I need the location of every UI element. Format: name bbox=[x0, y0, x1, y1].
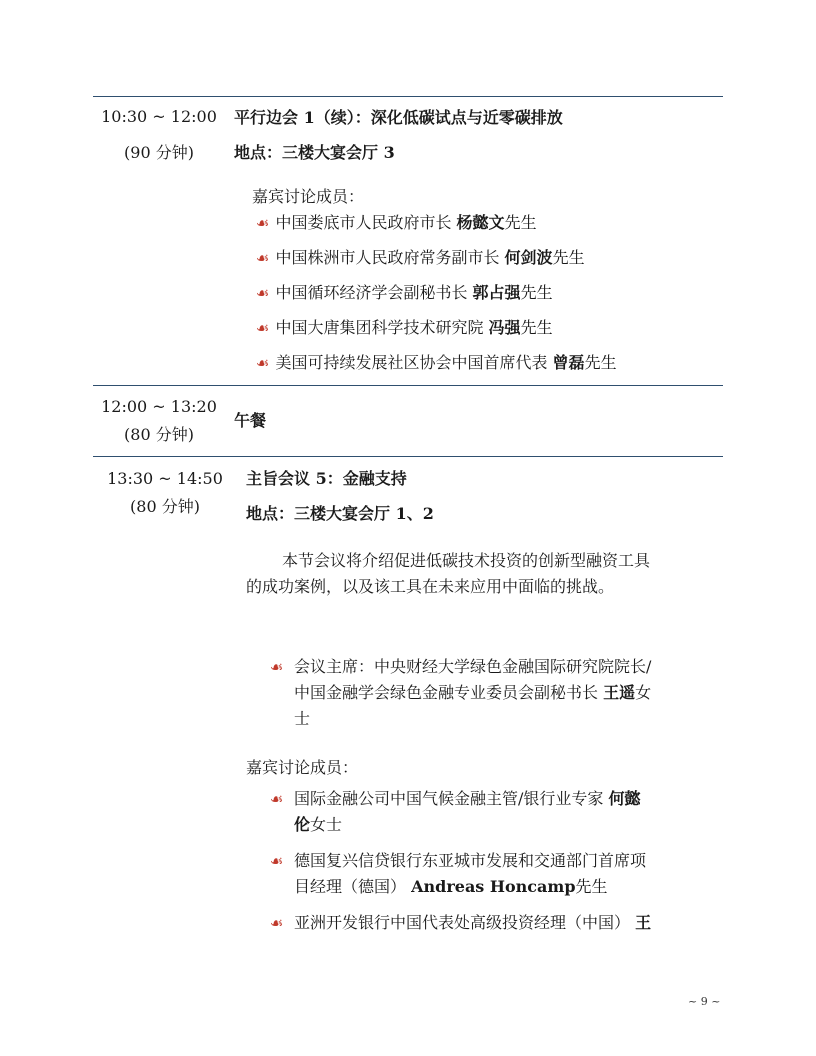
bullet-icon: ☙ bbox=[270, 790, 284, 808]
chair-text: 中国金融学会绿色金融专业委员会副秘书长 王遥女 bbox=[294, 683, 652, 702]
bullet-icon: ☙ bbox=[256, 249, 270, 267]
panelist-name: 杨懿文 bbox=[456, 213, 505, 232]
session-duration: (80 分钟) bbox=[124, 425, 194, 444]
intro-text: 本节会议将介绍促进低碳技术投资的创新型融资工具 bbox=[282, 551, 651, 570]
panelist-name: 何剑波 bbox=[504, 248, 553, 267]
panelist-item: 伦女士 bbox=[294, 815, 343, 834]
session-time: 13:30 ~ 14:50 bbox=[107, 469, 223, 488]
bullet-icon: ☙ bbox=[256, 284, 270, 302]
panelist-name: 冯强 bbox=[488, 318, 521, 337]
panelist-item: ☙ 中国大唐集团科学技术研究院 冯强先生 bbox=[256, 318, 553, 337]
panelist-item: 目经理（德国） Andreas Honcamp先生 bbox=[294, 877, 608, 896]
panelist-item: ☙ 中国娄底市人民政府市长 杨懿文先生 bbox=[256, 213, 537, 232]
panelist-name: 曾磊 bbox=[552, 353, 585, 372]
panel-label: 嘉宾讨论成员： bbox=[252, 187, 365, 206]
panelist-item: ☙ 中国循环经济学会副秘书长 郭占强先生 bbox=[256, 283, 553, 302]
session-location: 地点：三楼大宴会厅 1、2 bbox=[246, 504, 434, 523]
divider-rule bbox=[93, 456, 723, 457]
panelist-item: 德国复兴信贷银行东亚城市发展和交通部门首席项 bbox=[294, 851, 647, 870]
chair-name: 王遥 bbox=[603, 683, 636, 702]
session-time: 10:30 ~ 12:00 bbox=[101, 107, 217, 126]
session-title: 平行边会 1（续）：深化低碳试点与近零碳排放 bbox=[234, 108, 563, 127]
panelist-name: 王 bbox=[635, 913, 652, 932]
chair-text: 士 bbox=[294, 709, 311, 728]
intro-text: 的成功案例，以及该工具在未来应用中面临的挑战。 bbox=[246, 577, 615, 596]
panel-label: 嘉宾讨论成员： bbox=[246, 758, 359, 777]
bullet-icon: ☙ bbox=[270, 658, 284, 676]
panelist-name: Andreas Honcamp bbox=[411, 877, 576, 896]
bullet-icon: ☙ bbox=[256, 214, 270, 232]
top-rule bbox=[93, 96, 723, 97]
session-duration: (90 分钟) bbox=[124, 143, 194, 162]
bullet-icon: ☙ bbox=[256, 354, 270, 372]
session-time: 12:00 ~ 13:20 bbox=[101, 397, 217, 416]
page-number: ~ 9 ~ bbox=[688, 995, 721, 1008]
panelist-item: 亚洲开发银行中国代表处高级投资经理（中国） 王 bbox=[294, 913, 652, 932]
session-duration: (80 分钟) bbox=[130, 497, 200, 516]
chair-text: 会议主席：中央财经大学绿色金融国际研究院院长/ bbox=[294, 657, 652, 676]
session-1-time bbox=[100, 104, 218, 166]
panelist-name: 何懿 bbox=[608, 789, 641, 808]
bullet-icon: ☙ bbox=[256, 319, 270, 337]
divider-rule bbox=[93, 385, 723, 386]
session-location: 地点：三楼大宴会厅 3 bbox=[234, 143, 395, 162]
session-3-time bbox=[106, 466, 224, 520]
panelist-item: ☙ 美国可持续发展社区协会中国首席代表 曾磊先生 bbox=[256, 353, 617, 372]
panelist-name: 伦 bbox=[294, 815, 311, 834]
panelist-item: 国际金融公司中国气候金融主管/银行业专家 何懿 bbox=[294, 789, 641, 808]
bullet-icon: ☙ bbox=[270, 914, 284, 932]
panelist-name: 郭占强 bbox=[472, 283, 521, 302]
bullet-icon: ☙ bbox=[270, 852, 284, 870]
panelist-item: ☙ 中国株洲市人民政府常务副市长 何剑波先生 bbox=[256, 248, 585, 267]
session-title: 主旨会议 5：金融支持 bbox=[246, 469, 407, 488]
session-2-time bbox=[100, 394, 218, 448]
session-title: 午餐 bbox=[234, 411, 267, 430]
